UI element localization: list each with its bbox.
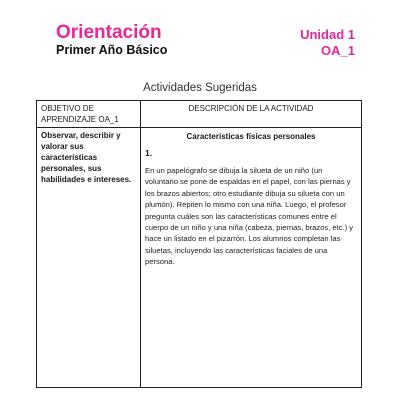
description-cell	[141, 128, 362, 388]
objective-text: Observar, describir y valorar sus características personales, sus habilidades e intereses.	[41, 131, 132, 184]
table-row	[37, 128, 362, 388]
objective-cell	[37, 128, 141, 388]
activity-number: 1.	[145, 148, 153, 158]
activities-table	[36, 100, 362, 388]
unit-label: Unidad 1	[300, 27, 355, 42]
section-title: Actividades Sugeridas	[143, 82, 257, 94]
activity-title: Características físicas personales	[186, 132, 316, 141]
grade-label: Primer Año Básico	[56, 43, 168, 57]
description-column-header: DESCRIPCIÓN DE LA ACTIVIDAD	[141, 101, 362, 128]
table-header-row	[37, 101, 362, 128]
activity-text: En un papelógrafo se dibuja la silueta de un niño (un voluntario se pone de espaldas en el papel, con las piernas y los brazos abiertos; otro estudiante dibuja su silueta con un plumón). Repiten lo mismo con una niña. Luego, el profesor pregunta cuáles son las características comunes entre el cuerpo de un niño y una niña (cabeza, piernas, brazos, etc.) y hace un listado en el pizarrón. Los alumnos completan las siluetas, incluyendo las características faciales de una persona.	[145, 166, 354, 267]
subject-title: Orientación	[56, 22, 162, 43]
objective-column-header: OBJETIVO DE APRENDIZAJE OA_1	[37, 101, 141, 128]
objective-code: OA_1	[321, 43, 355, 58]
